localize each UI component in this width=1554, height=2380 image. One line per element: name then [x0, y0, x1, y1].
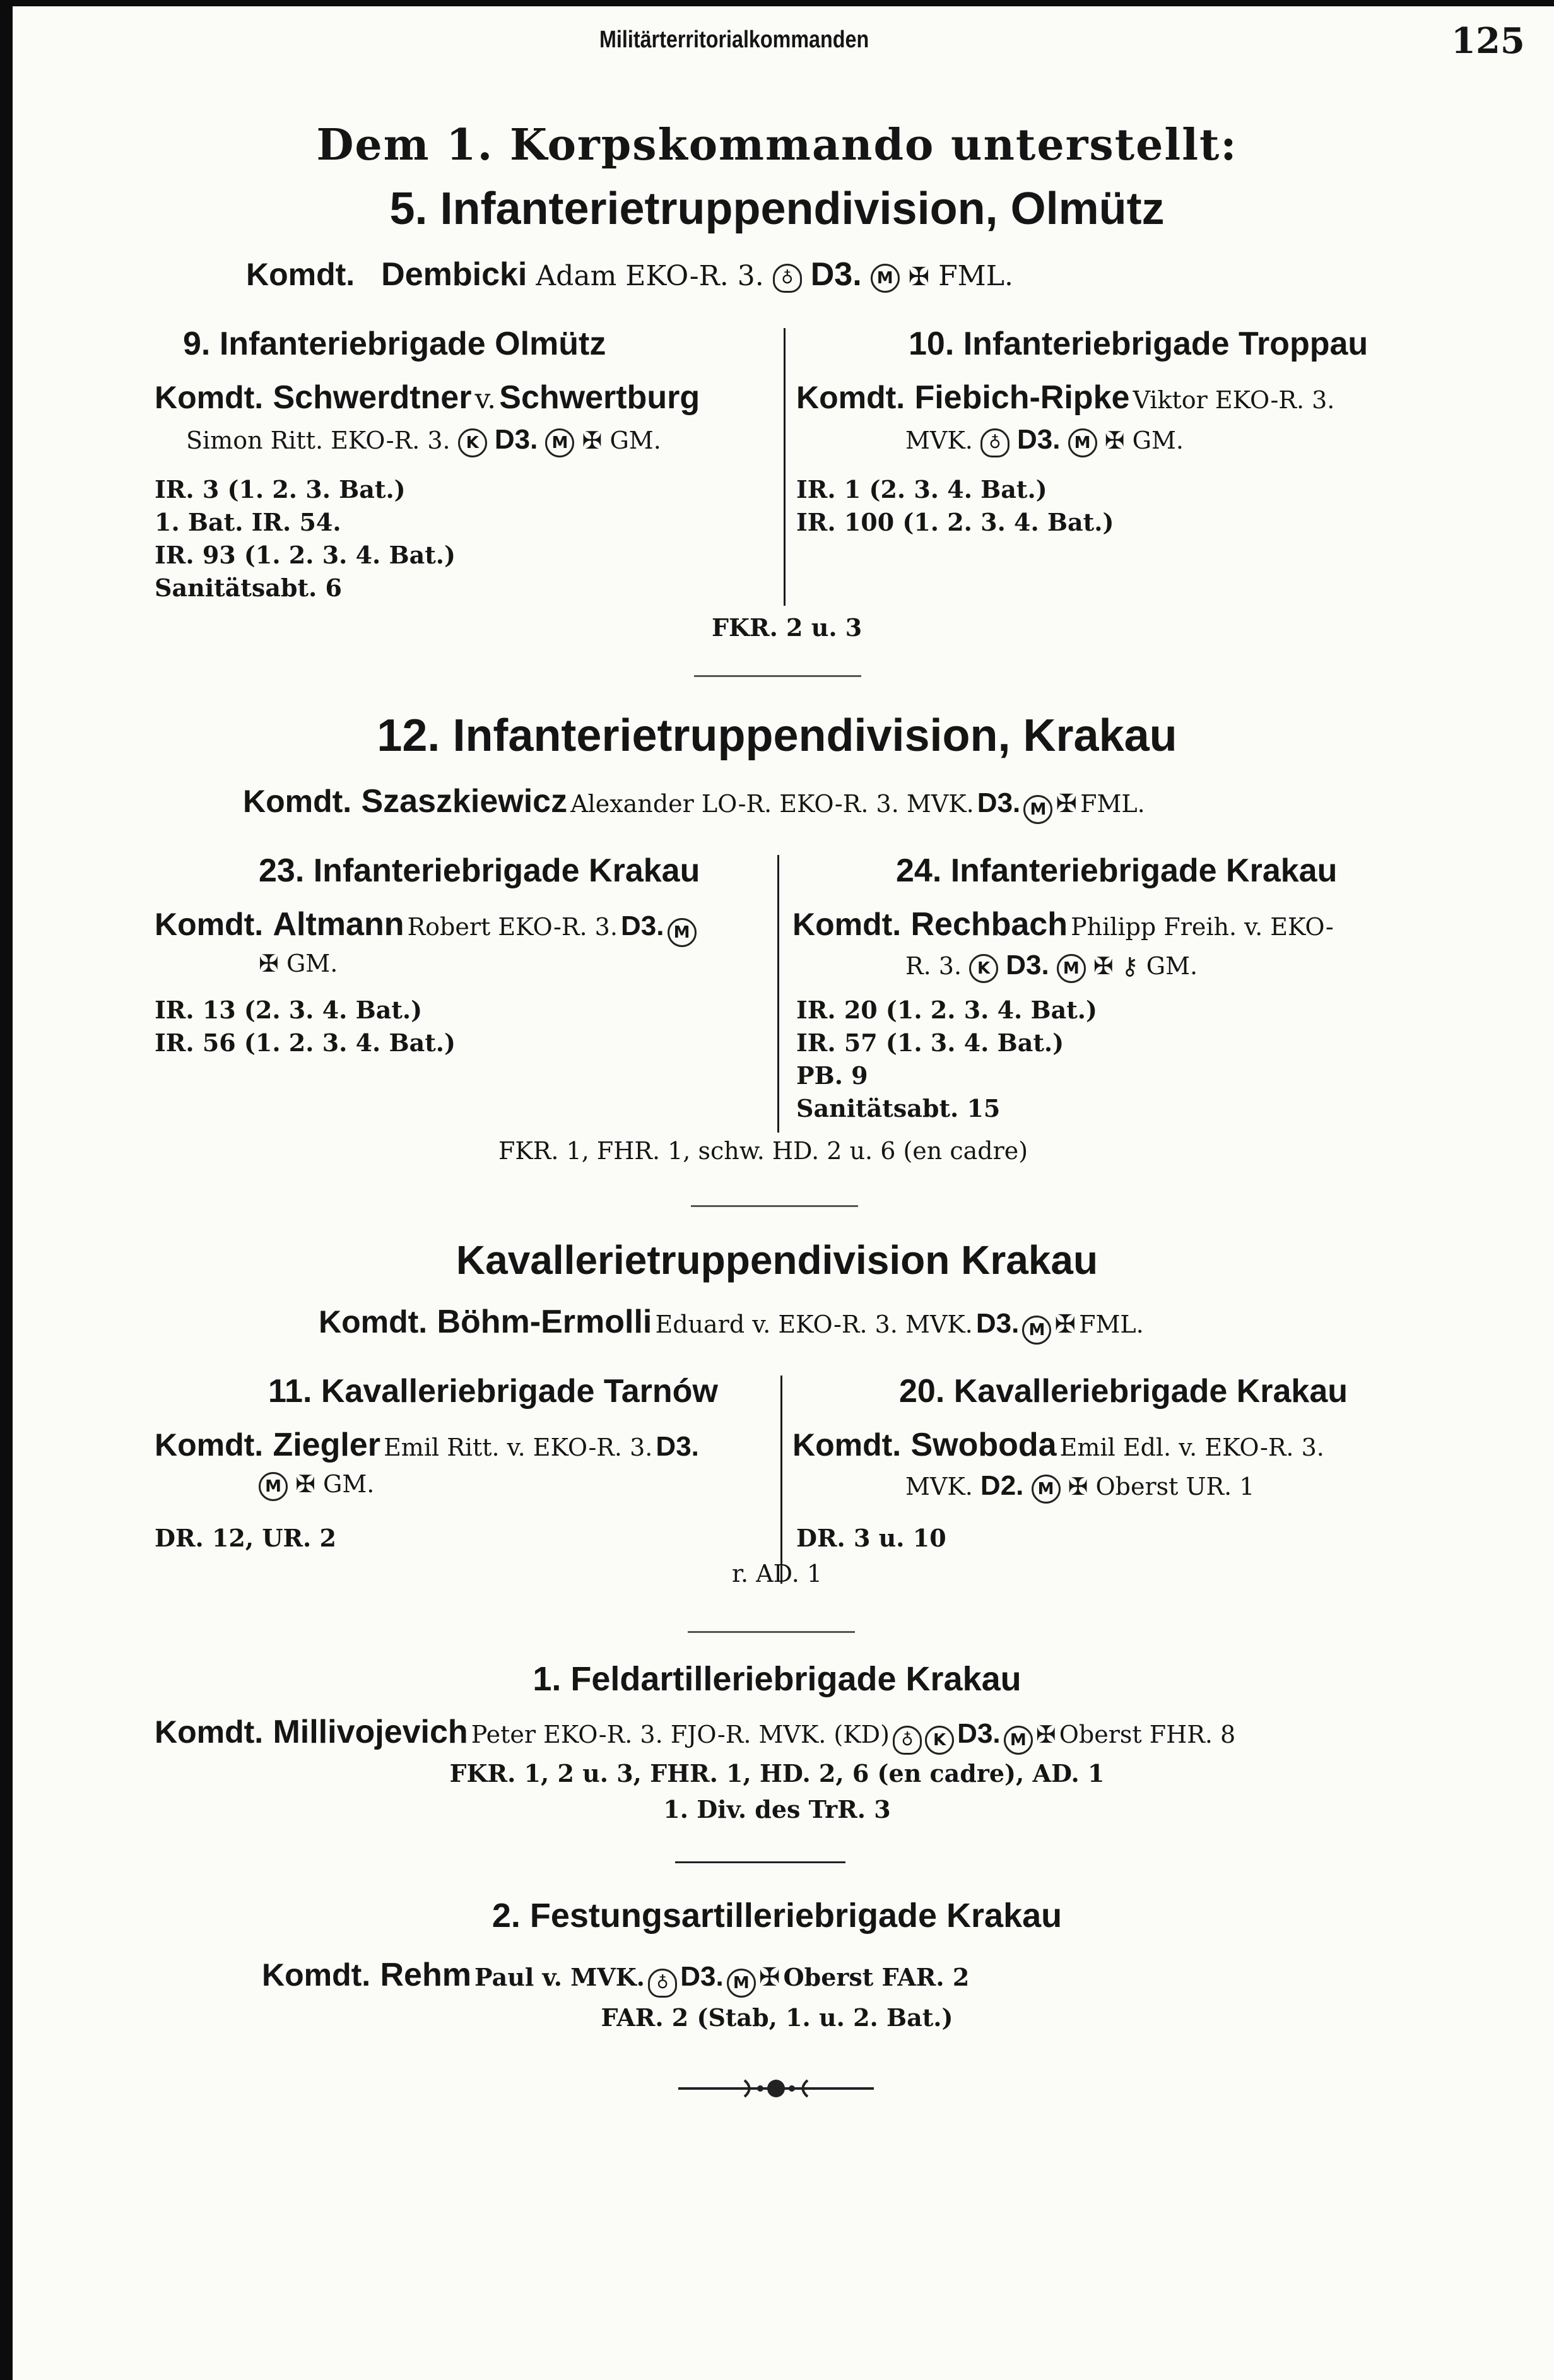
column-divider	[784, 328, 786, 606]
page-edge-top	[0, 0, 1554, 6]
cross-icon: ✠	[259, 950, 279, 977]
brig10-units	[796, 473, 1114, 539]
kavbrig20-title: 20. Kavalleriebrigade Krakau	[899, 1373, 1348, 1410]
unit-item: IR. 13 (2. 3. 4. Bat.)	[155, 996, 423, 1024]
m-medal-icon: M	[1057, 954, 1086, 983]
brig10-detail: MVK. ♁ D3. M ✠ GM.	[905, 424, 1184, 457]
brig24-title: 24. Infanteriebrigade Krakau	[896, 852, 1338, 889]
unit-item: DR. 12, UR. 2	[155, 1524, 336, 1552]
cross-icon: ✠	[1104, 427, 1125, 454]
unit-item: 1. Bat. IR. 54.	[155, 508, 341, 536]
m-medal-icon: M	[1022, 1316, 1051, 1345]
cross-icon: ✠	[758, 1963, 780, 1992]
brig24-units	[796, 994, 1097, 1125]
div12-komdt-line: Komdt. Szaszkiewicz Alexander LO-R. EKO-R. 3. MVK. D3. M ✠ FML.	[243, 782, 1145, 824]
order-badge-icon: ♁	[773, 264, 802, 293]
kavbrig20-detail: MVK. D2. M ✠ Oberst UR. 1	[905, 1470, 1255, 1504]
m-medal-icon: M	[1023, 795, 1052, 824]
unit-item: DR. 3 u. 10	[796, 1524, 946, 1552]
k-medal-icon: K	[925, 1726, 954, 1755]
fab-units: FKR. 1, 2 u. 3, FHR. 1, HD. 2, 6 (en cadre), AD. 1	[449, 1759, 1105, 1788]
m-medal-icon: M	[1068, 428, 1097, 457]
divider-rule	[688, 1631, 855, 1633]
kavbrig11-detail: M ✠ GM.	[259, 1470, 374, 1501]
brig23-detail: ✠ GM.	[259, 950, 338, 977]
unit-item: IR. 3 (1. 2. 3. Bat.)	[155, 475, 406, 504]
brig9-detail: Simon Ritt. EKO-R. 3. K D3. M ✠ GM.	[186, 424, 661, 457]
order-badge-icon: ♁	[648, 1969, 677, 1998]
fab-train: 1. Div. des TrR. 3	[663, 1795, 891, 1823]
k-medal-icon: K	[969, 954, 998, 983]
section-title: Dem 1. Korpskommando unterstellt:	[316, 120, 1238, 170]
kavbrig11-units	[155, 1524, 336, 1552]
cross-icon: ✠	[908, 262, 930, 292]
cross-icon: ✠	[1068, 1473, 1088, 1500]
page-number: 125	[1451, 20, 1525, 62]
kav-title: Kavallerietruppendivision Krakau	[456, 1237, 1098, 1283]
brig10-komdt-line: Komdt. Fiebich-Ripke Viktor EKO-R. 3.	[796, 379, 1335, 416]
kav-komdt-line: Komdt. Böhm-Ermolli Eduard v. EKO-R. 3. MVK. D3. M ✠ FML.	[319, 1303, 1144, 1345]
column-divider	[780, 1376, 782, 1584]
kavbrig20-komdt-line: Komdt. Swoboda Emil Edl. v. EKO-R. 3.	[792, 1427, 1324, 1463]
fab-title: 1. Feldartilleriebrigade Krakau	[533, 1660, 1021, 1698]
unit-item: Sanitätsabt. 15	[796, 1094, 1001, 1122]
running-header: Militärterritorialkommanden	[599, 27, 869, 53]
key-icon: ⚷	[1121, 952, 1139, 980]
column-divider	[777, 855, 779, 1133]
divider-rule	[675, 1861, 845, 1863]
unit-item: IR. 1 (2. 3. 4. Bat.)	[796, 475, 1047, 504]
div12-footer: FKR. 1, FHR. 1, schw. HD. 2 u. 6 (en cadre)	[498, 1137, 1028, 1165]
unit-item: IR. 57 (1. 3. 4. Bat.)	[796, 1028, 1064, 1057]
unit-item: Sanitätsabt. 6	[155, 574, 342, 602]
cross-icon: ✠	[1035, 1721, 1056, 1748]
kav-footer: r. AD. 1	[732, 1560, 823, 1588]
cross-icon: ✠	[295, 1470, 315, 1498]
m-medal-icon: M	[871, 264, 900, 293]
m-medal-icon: M	[1032, 1475, 1061, 1504]
brig9-title: 9. Infanteriebrigade Olmütz	[183, 326, 606, 362]
m-medal-icon: M	[668, 918, 697, 947]
order-badge-icon: ♁	[980, 428, 1010, 457]
unit-item: IR. 100 (1. 2. 3. 4. Bat.)	[796, 508, 1114, 536]
fest-units: FAR. 2 (Stab, 1. u. 2. Bat.)	[601, 2003, 953, 2032]
kavbrig11-komdt-line: Komdt. Ziegler Emil Ritt. v. EKO-R. 3. D3.	[155, 1427, 699, 1463]
div12-title: 12. Infanterietruppendivision, Krakau	[377, 710, 1177, 761]
cross-icon: ✠	[582, 427, 603, 454]
brig23-units	[155, 994, 456, 1059]
div5-komdt-line: Komdt. Dembicki Adam EKO-R. 3. ♁ D3. M ✠ FML.	[246, 256, 1013, 293]
kavbrig11-title: 11. Kavalleriebrigade Tarnów	[268, 1373, 718, 1410]
cross-icon: ✠	[1056, 789, 1077, 818]
brig23-title: 23. Infanteriebrigade Krakau	[259, 852, 700, 889]
divider-rule	[691, 1205, 858, 1207]
brig24-detail: R. 3. K D3. M ✠ ⚷ GM.	[905, 950, 1198, 983]
ornament-divider	[675, 2073, 877, 2104]
brig23-komdt-line: Komdt. Altmann Robert EKO-R. 3. D3. M	[155, 905, 697, 947]
unit-item: IR. 56 (1. 2. 3. 4. Bat.)	[155, 1028, 456, 1057]
fab-komdt-line: Komdt. Millivojevich Peter EKO-R. 3. FJO-R. MVK. (KD) ♁ K D3. M ✠ Oberst FHR. 8	[155, 1713, 1235, 1755]
cross-icon: ✠	[1054, 1310, 1076, 1339]
divider-rule	[694, 675, 861, 677]
cross-icon: ✠	[1093, 952, 1114, 980]
m-medal-icon: M	[259, 1472, 288, 1501]
m-medal-icon: M	[1004, 1726, 1033, 1755]
fest-title: 2. Festungsartilleriebrigade Krakau	[492, 1897, 1062, 1935]
m-medal-icon: M	[545, 428, 574, 457]
unit-item: IR. 93 (1. 2. 3. 4. Bat.)	[155, 541, 456, 569]
kavbrig20-units	[796, 1524, 946, 1552]
brig9-komdt-line: Komdt. Schwerdtner v. Schwertburg	[155, 379, 700, 416]
brig24-komdt-line: Komdt. Rechbach Philipp Freih. v. EKO-	[792, 906, 1334, 943]
div5-title: 5. Infanterietruppendivision, Olmütz	[389, 184, 1165, 234]
brig9-units	[155, 473, 456, 604]
div5-footer: FKR. 2 u. 3	[712, 613, 862, 642]
k-medal-icon: K	[458, 428, 487, 457]
unit-item: IR. 20 (1. 2. 3. 4. Bat.)	[796, 996, 1098, 1024]
fest-komdt-line: Komdt. Rehm Paul v. MVK. ♁ D3. M ✠ Oberst FAR. 2	[262, 1956, 969, 1998]
brig10-title: 10. Infanteriebrigade Troppau	[909, 326, 1369, 362]
m-medal-icon: M	[727, 1969, 756, 1998]
order-badge-icon: ♁	[893, 1726, 922, 1755]
unit-item: PB. 9	[796, 1061, 868, 1090]
